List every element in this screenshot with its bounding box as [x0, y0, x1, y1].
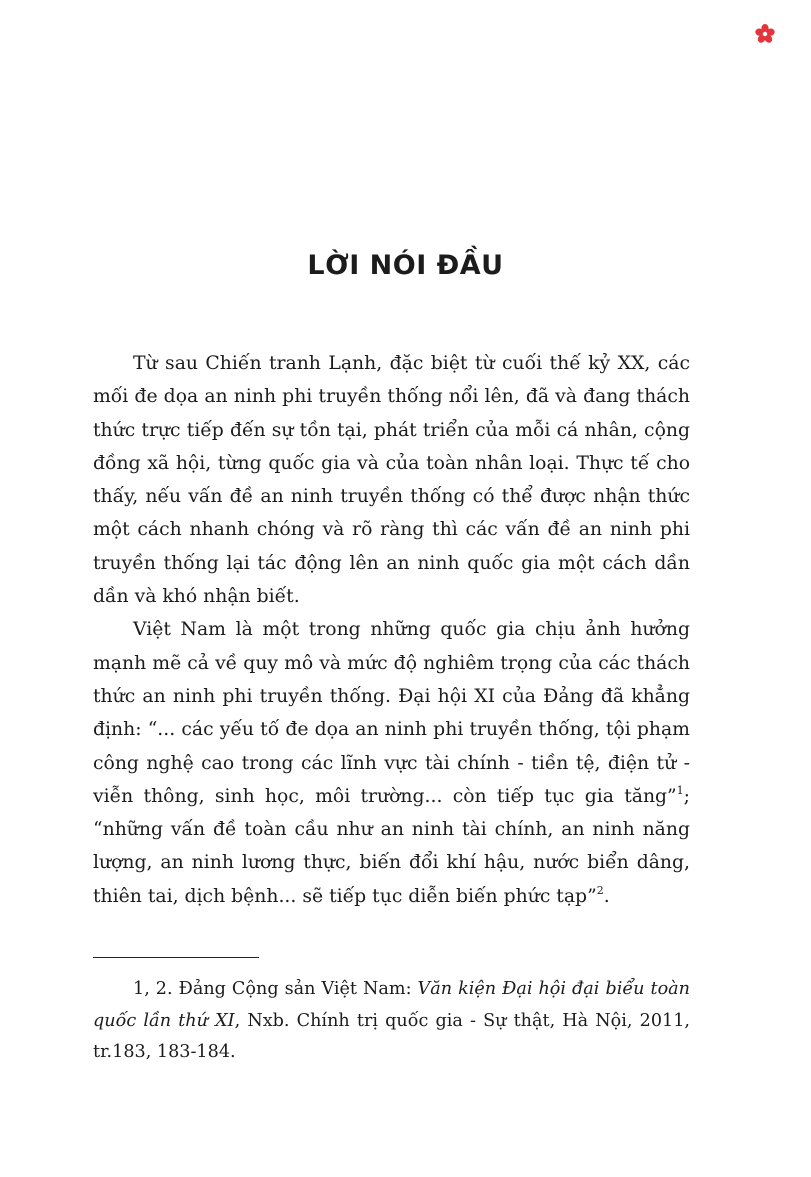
footnote-marker: 1, 2.	[133, 979, 179, 999]
paragraph-2-text-a: Việt Nam là một trong những quốc gia chịu ảnh hưởng mạnh mẽ cả về quy mô và mức độ nghiêm trọng của các thách thức an ninh phi truyền thống. Đại hội XI của Đảng đã khẳng định: “... các yếu tố đe dọa an ninh phi truyền thống, tội phạm công nghệ cao trong các lĩnh vực tài chính - tiền tệ, điện tử - viễn thông, sinh học, môi trường... còn tiếp tục gia tăng”	[93, 619, 690, 807]
footnote-ref-1: 1	[676, 783, 684, 797]
paragraph-1: Từ sau Chiến tranh Lạnh, đặc biệt từ cuối thế kỷ XX, các mối đe dọa an ninh phi truyền thống nổi lên, đã và đang thách thức trực tiếp đến sự tồn tại, phát triển của mỗi cá nhân, cộng đồng xã hội, từng quốc gia và của toàn nhân loại. Thực tế cho thấy, nếu vấn đề an ninh truyền thống có thể được nhận thức một cách nhanh chóng và rõ ràng thì các vấn đề an ninh phi truyền thống lại tác động lên an ninh quốc gia một cách dần dần và khó nhận biết.	[93, 353, 690, 608]
footnote-author: Đảng Cộng sản Việt Nam:	[178, 979, 418, 999]
footnote-publication: , Nxb. Chính trị quốc gia - Sự thật, Hà Nội, 2011, tr.183, 183-184.	[93, 1010, 690, 1062]
paragraph-2-text-b: ; “những vấn đề toàn cầu như an ninh tài chính, an ninh năng lượng, an ninh lương thực, biến đổi khí hậu, nước biển dâng, thiên tai, dịch bệnh... sẽ tiếp tục diễn biến phức tạp”	[93, 785, 690, 907]
footnote-divider	[93, 957, 259, 958]
page-title: LỜI NÓI ĐẦU	[307, 250, 504, 281]
footnote-ref-2: 2	[596, 883, 604, 897]
red-flower-icon	[754, 23, 776, 45]
paragraph-2	[93, 613, 690, 913]
footnote-work-title: Văn kiện Đại hội đại biểu toàn quốc lần thứ XI	[93, 979, 690, 1031]
footnote	[93, 974, 690, 1069]
paragraph-2-end: .	[603, 885, 610, 907]
body-text	[93, 347, 690, 913]
